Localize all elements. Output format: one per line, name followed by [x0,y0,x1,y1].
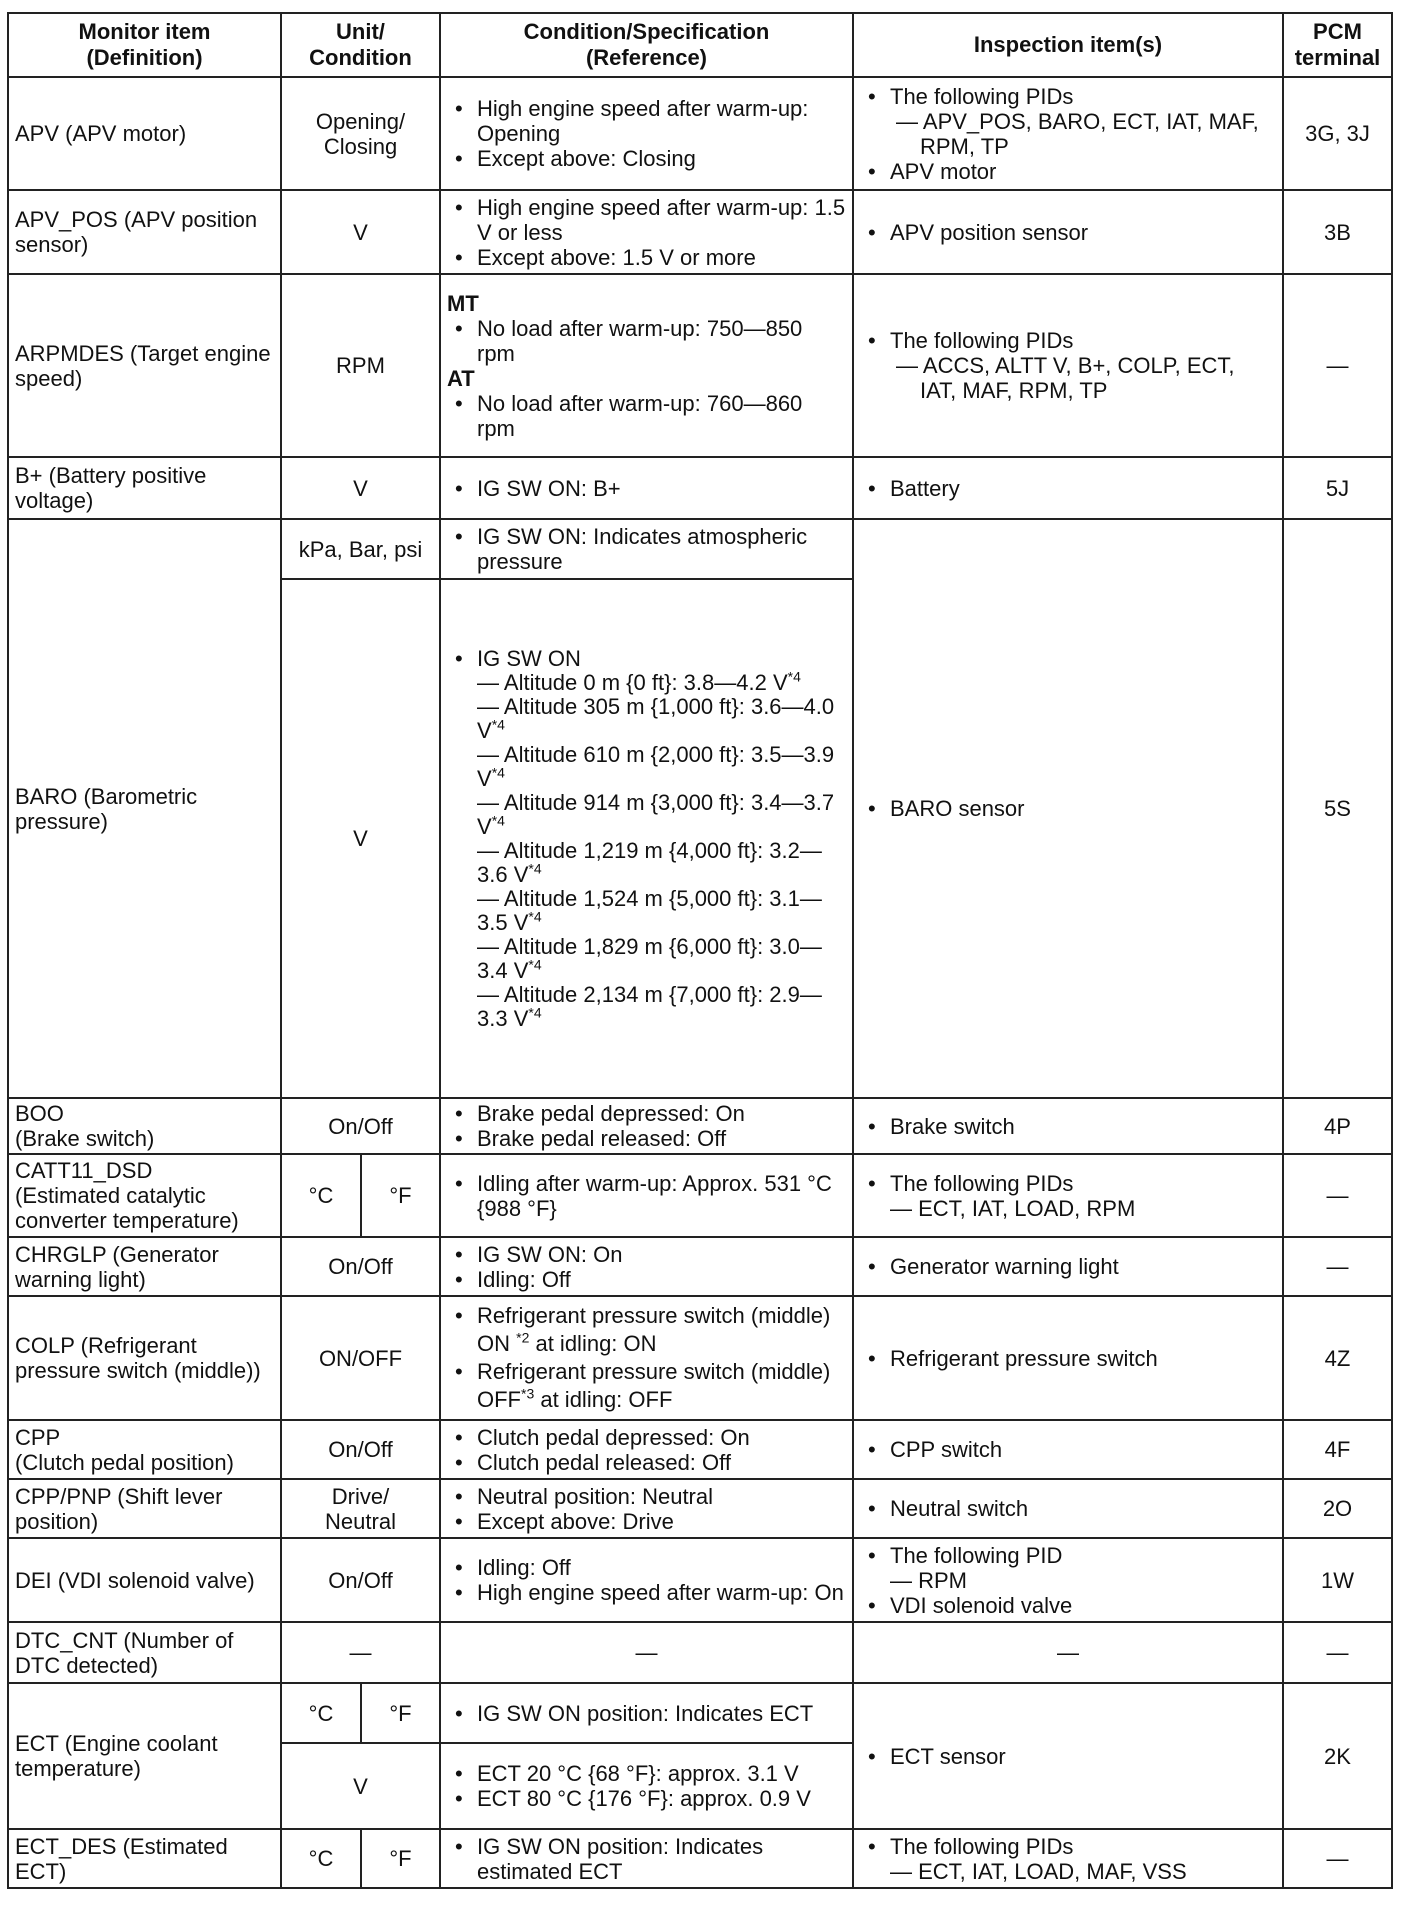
unit-fahrenheit: °F [361,1683,440,1743]
condition-specification: • IG SW ON: Indicates atmospheric pressure [440,519,853,579]
monitor-item: CHRGLP (Generator warning light) [8,1237,281,1296]
pcm-terminal: — [1283,1154,1392,1237]
pcm-terminal: 3G, 3J [1283,77,1392,190]
unit-condition: V [281,579,440,1098]
inspection-items: • APV position sensor [853,190,1283,274]
pcm-terminal: 1W [1283,1538,1392,1622]
header-row [8,13,1392,77]
unit-condition: V [281,1743,440,1829]
unit-celsius: °C [281,1829,361,1888]
table-row-ect-des [8,1829,1392,1888]
condition-specification: • IG SW ON position: Indicates ECT [440,1683,853,1743]
pcm-terminal: 4Z [1283,1296,1392,1420]
at-heading: AT [447,365,475,391]
inspection-items: • The following PID — RPM • VDI solenoid valve [853,1538,1283,1622]
table-row-dtc-cnt [8,1622,1392,1683]
condition-specification: • Idling: Off • High engine speed after warm-up: On [440,1538,853,1622]
unit-celsius: °C [281,1154,361,1237]
condition-specification: • Clutch pedal depressed: On • Clutch pedal released: Off [440,1420,853,1479]
condition-specification: • ECT 20 °C {68 °F}: approx. 3.1 V • ECT 80 °C {176 °F}: approx. 0.9 V [440,1743,853,1829]
pcm-terminal: 5J [1283,457,1392,519]
unit-condition: ON/OFF [281,1296,440,1420]
table-row-battery [8,457,1392,519]
inspection-items: • Battery [853,457,1283,519]
inspection-items: • BARO sensor [853,519,1283,1098]
table-row-apv [8,77,1392,190]
unit-fahrenheit: °F [361,1829,440,1888]
inspection-items: • Neutral switch [853,1479,1283,1538]
unit-condition: RPM [281,274,440,457]
unit-condition: On/Off [281,1237,440,1296]
monitor-item: DTC_CNT (Number of DTC detected) [8,1622,281,1683]
pcm-terminal: — [1283,1622,1392,1683]
condition-specification: • IG SW ON position: Indicates estimated ECT [440,1829,853,1888]
monitor-item: DEI (VDI solenoid valve) [8,1538,281,1622]
unit-condition: Drive/ Neutral [281,1479,440,1538]
unit-condition: kPa, Bar, psi [281,519,440,579]
header-monitor-item: Monitor item (Definition) [8,13,281,77]
unit-condition: V [281,457,440,519]
condition-specification: • High engine speed after warm-up: Opening • Except above: Closing [440,77,853,190]
monitor-item: CPP/PNP (Shift lever position) [8,1479,281,1538]
monitor-item: CPP (Clutch pedal position) [8,1420,281,1479]
header-pcm-terminal: PCM terminal [1283,13,1392,77]
pcm-terminal: — [1283,1829,1392,1888]
unit-condition: — [281,1622,440,1683]
inspection-items: • Refrigerant pressure switch [853,1296,1283,1420]
monitor-item: APV (APV motor) [8,77,281,190]
unit-condition: On/Off [281,1538,440,1622]
altitude-spec: — Altitude 2,134 m {7,000 ft}: 2.9—3.3 $V^{*4}$ [477,981,822,1031]
monitor-item: APV_POS (APV position sensor) [8,190,281,274]
table-row-cpp [8,1420,1392,1479]
pcm-terminal: 4F [1283,1420,1392,1479]
altitude-spec: — Altitude 1,524 m {5,000 ft}: 3.1—3.5 $V^{*4}$ [477,885,822,935]
table-row-catt11-dsd [8,1154,1392,1237]
unit-fahrenheit: °F [361,1154,440,1237]
condition-specification: • Brake pedal depressed: On • Brake pedal released: Off [440,1098,853,1154]
monitor-item: BOO (Brake switch) [8,1098,281,1154]
pcm-terminal: 3B [1283,190,1392,274]
pcm-terminal: 2K [1283,1683,1392,1829]
condition-specification: • Neutral position: Neutral • Except above: Drive [440,1479,853,1538]
condition-specification: • IG SW ON: On • Idling: Off [440,1237,853,1296]
unit-condition: On/Off [281,1098,440,1154]
header-condition-specification: Condition/Specification (Reference) [440,13,853,77]
altitude-spec: — Altitude 305 m {1,000 ft}: 3.6—4.0 $V^{*4}$ [477,693,835,743]
inspection-items: • CPP switch [853,1420,1283,1479]
inspection-items: • The following PIDs — ACCS, ALTT V, B+, COLP, ECT, IAT, MAF, RPM, TP [853,274,1283,457]
monitor-item: B+ (Battery positive voltage) [8,457,281,519]
header-inspection-items: Inspection item(s) [853,13,1283,77]
unit-condition: V [281,190,440,274]
mt-heading: MT [447,290,479,316]
inspection-items: • Generator warning light [853,1237,1283,1296]
table-row-arpmdes [8,274,1392,457]
inspection-items: • The following PIDs — ECT, IAT, LOAD, MAF, VSS [853,1829,1283,1888]
unit-condition: On/Off [281,1420,440,1479]
pcm-terminal: 4P [1283,1098,1392,1154]
monitor-item: ECT_DES (Estimated ECT) [8,1829,281,1888]
altitude-spec: — Altitude 610 m {2,000 ft}: 3.5—3.9 $V^{*4}$ [477,741,835,791]
table-row-cpp-pnp [8,1479,1392,1538]
monitor-item: BARO (Barometric pressure) [8,519,281,1098]
condition-specification: • Refrigerant pressure switch (middle) ON $^{*2}$ at idling: ON • Refrigerant pressure switch (middle) OFF$^{*3}$ at idling: OFF [440,1296,853,1420]
unit-celsius: °C [281,1683,361,1743]
table-row-boo [8,1098,1392,1154]
altitude-spec: — Altitude 914 m {3,000 ft}: 3.4—3.7 $V^{*4}$ [477,789,835,839]
pcm-terminal: — [1283,1237,1392,1296]
table-row-dei [8,1538,1392,1622]
condition-specification: • High engine speed after warm-up: 1.5 V or less • Except above: 1.5 V or more [440,190,853,274]
inspection-items: • The following PIDs — ECT, IAT, LOAD, RPM [853,1154,1283,1237]
monitor-item: CATT11_DSD (Estimated catalytic converter temperature) [8,1154,281,1237]
monitor-item: COLP (Refrigerant pressure switch (middle)) [8,1296,281,1420]
inspection-items: — [853,1622,1283,1683]
table-row-ect [8,1683,1392,1743]
unit-condition: Opening/ Closing [281,77,440,190]
monitor-item: ARPMDES (Target engine speed) [8,274,281,457]
altitude-spec: — Altitude 1,219 m {4,000 ft}: 3.2—3.6 $V^{*4}$ [477,837,822,887]
condition-specification: MT • No load after warm-up: 750—850 rpm AT • No load after warm-up: 760—860 rpm [440,274,853,457]
pcm-terminal: 5S [1283,519,1392,1098]
header-unit-condition: Unit/ Condition [281,13,440,77]
condition-specification: • IG SW ON: B+ [440,457,853,519]
table-row-colp [8,1296,1392,1420]
table-row-chrglp [8,1237,1392,1296]
condition-specification: — [440,1622,853,1683]
pcm-terminal: 2O [1283,1479,1392,1538]
altitude-spec: — Altitude 0 m {0 ft}: 3.8—4.2 $V^{*4}$ [477,668,801,695]
monitor-item-table [7,12,1393,1889]
inspection-items: • Brake switch [853,1098,1283,1154]
condition-specification: • IG SW ON — Altitude 0 m {0 ft}: 3.8—4.2 $V^{*4}$ — Altitude 305 m {1,000 ft}: 3.6—4.0 $V^{*4}$ — Altitude 610 m {2,000 ft}: 3.5—3.9 $V^{*4}$ — Altitude 914 m {3,000 ft}: 3.4—3.7 $V^{*4}$ — Altitude 1,219 m {4,000 ft}: 3.2—3.6 $V^{*4}$ — Altitude 1,524 m {5,000 ft}: 3.1—3.5 $V^{*4}$ — Altitude 1,829 m {6,000 ft}: 3.0—3.4 $V^{*4}$ — Altitude 2,134 m {7,000 ft}: 2.9—3.3 $V^{*4}$ [440,579,853,1098]
inspection-items: • The following PIDs — APV_POS, BARO, ECT, IAT, MAF, RPM, TP • APV motor [853,77,1283,190]
altitude-spec: — Altitude 1,829 m {6,000 ft}: 3.0—3.4 $V^{*4}$ [477,933,822,983]
inspection-items: • ECT sensor [853,1683,1283,1829]
table-row-apv-pos [8,190,1392,274]
monitor-item: ECT (Engine coolant temperature) [8,1683,281,1829]
condition-specification: • Idling after warm-up: Approx. 531 °C {988 °F} [440,1154,853,1237]
table-row-baro [8,519,1392,579]
pcm-terminal: — [1283,274,1392,457]
